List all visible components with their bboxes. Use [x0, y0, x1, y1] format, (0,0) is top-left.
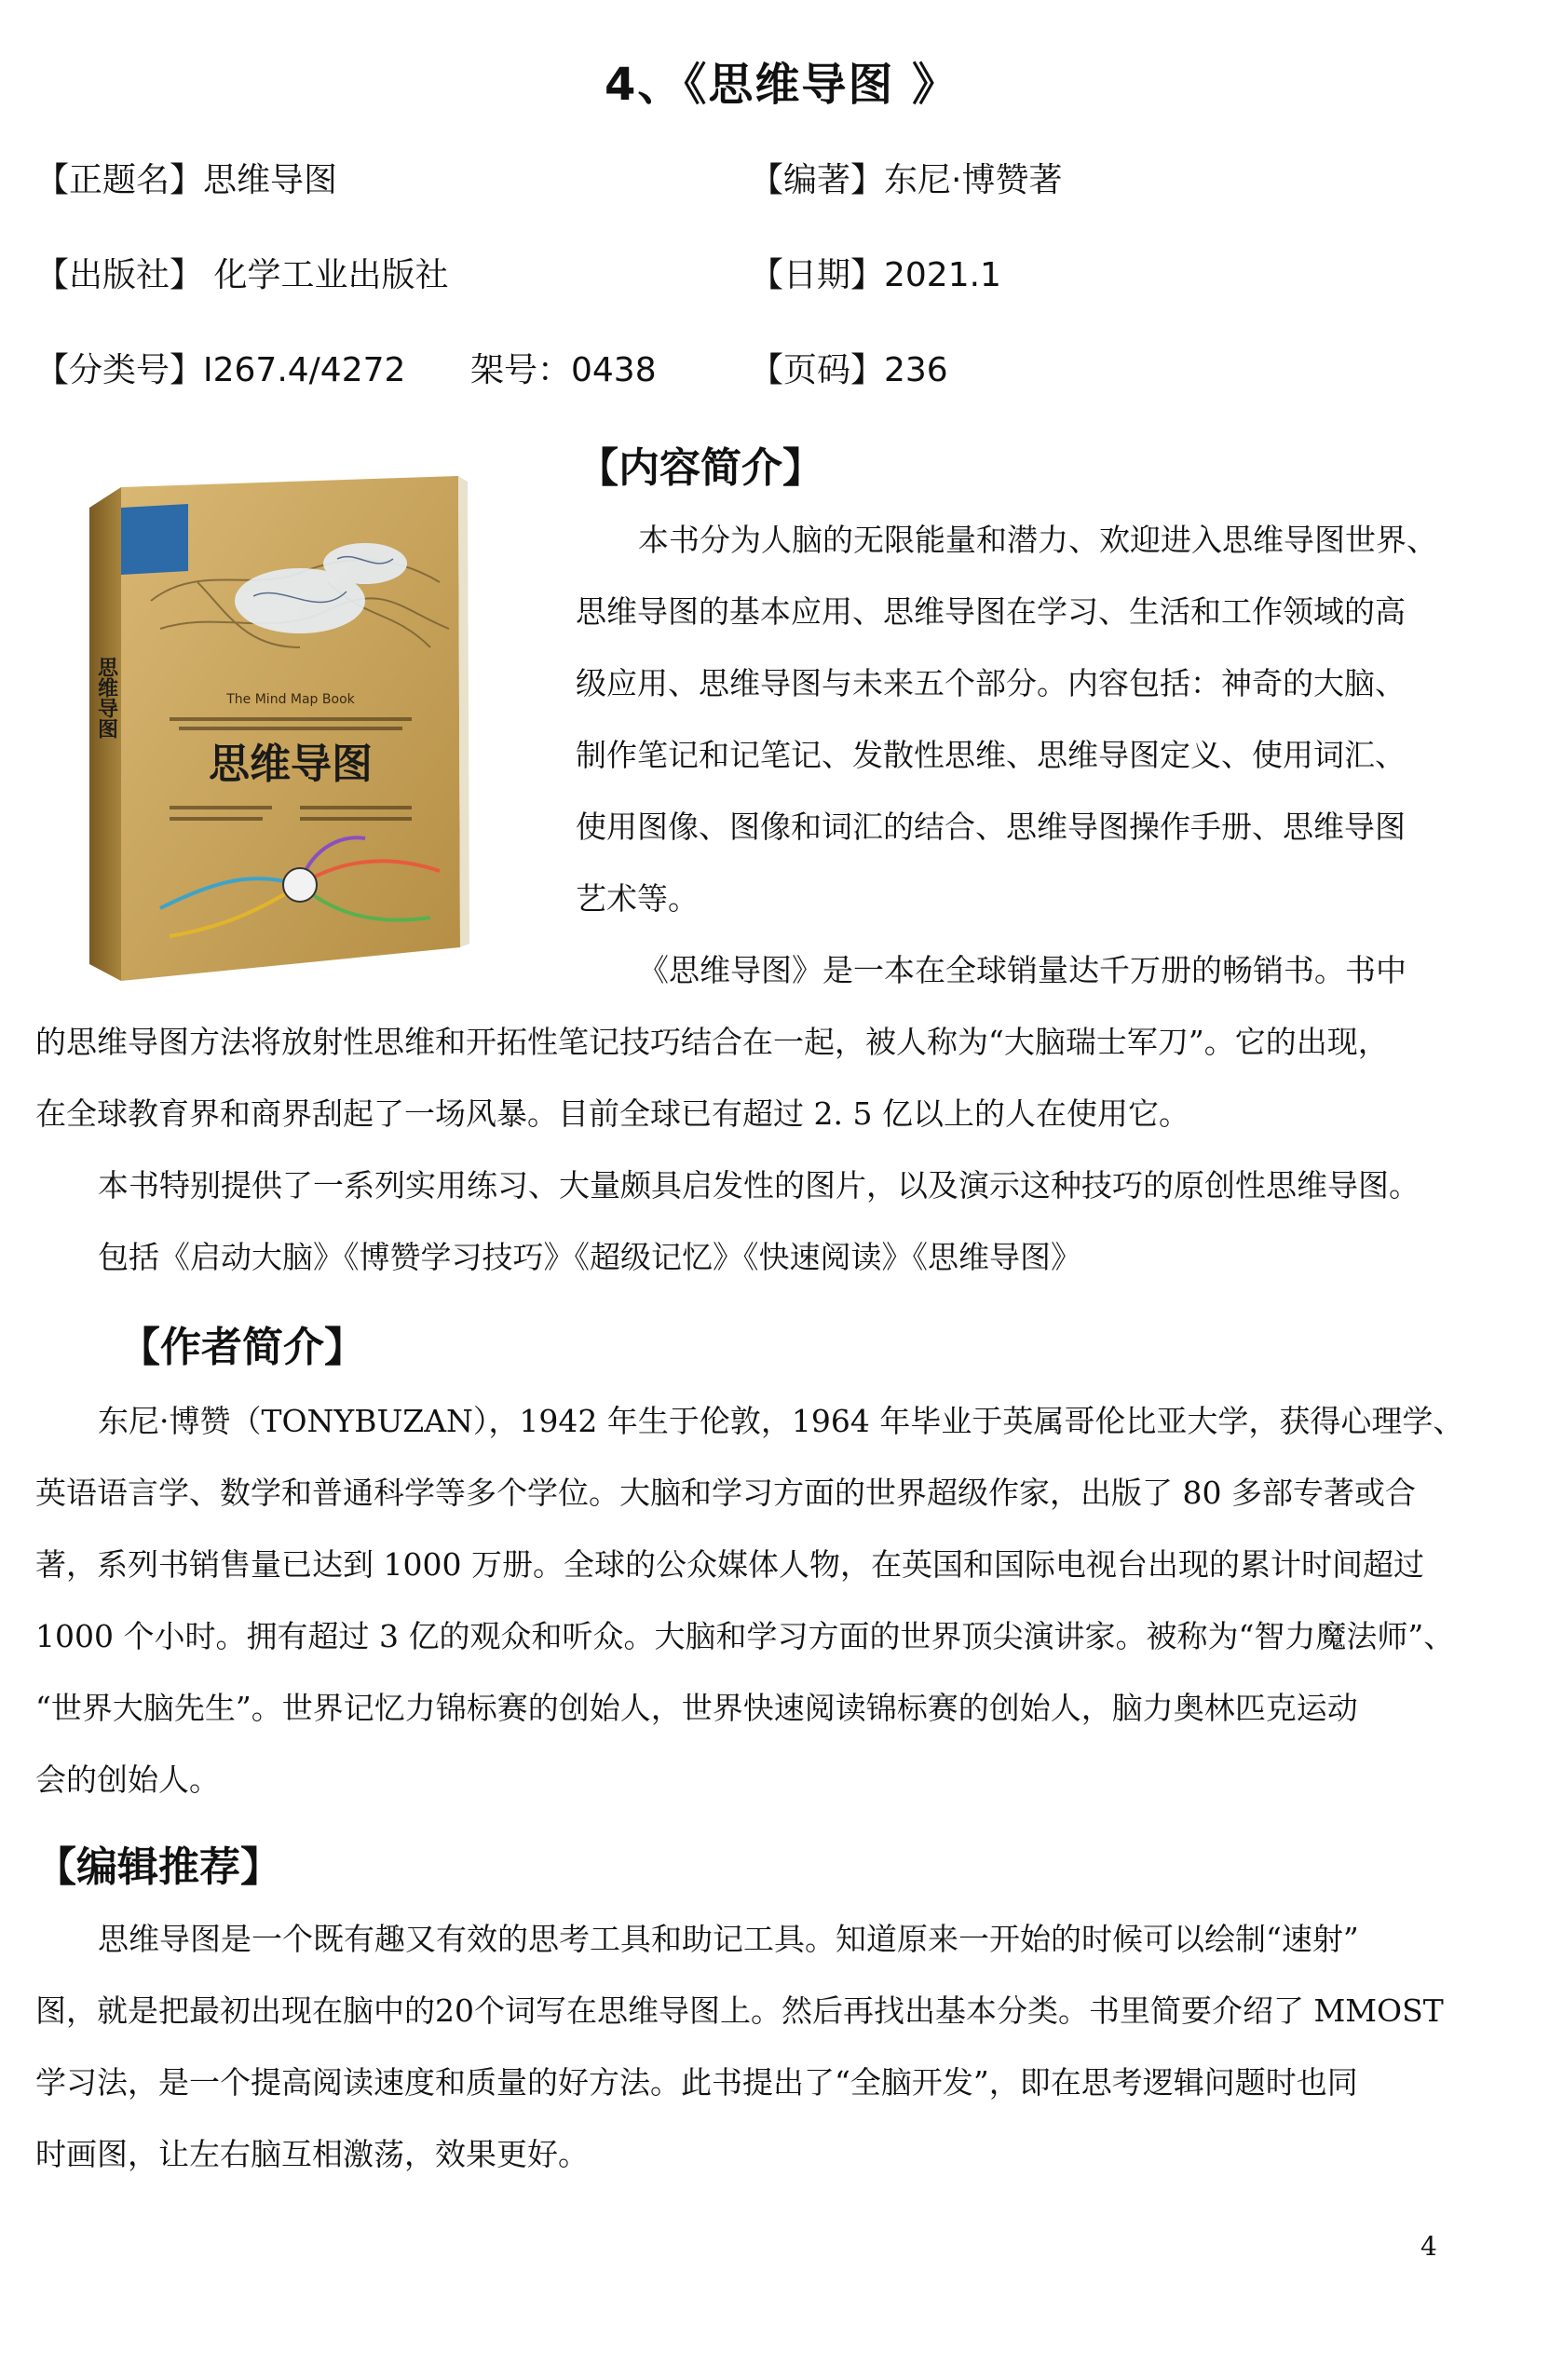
editor-line: 图，就是把最初出现在脑中的20个词写在思维导图上。然后再找出基本分类。书里简要介绍了 MMOST	[35, 1992, 1444, 2029]
content-line: 《思维导图》是一本在全球销量达千万册的畅销书。书中	[638, 952, 1407, 988]
editor-line: 学习法，是一个提高阅读速度和质量的好方法。此书提出了“全脑开发”，即在思考逻辑问题时也同	[35, 2064, 1358, 2101]
author-line: 英语语言学、数学和普通科学等多个学位。大脑和学习方面的世界超级作家，出版了 80 多部专著或合	[35, 1475, 1416, 1511]
author-line: 东尼·博赞（TONYBUZAN），1942 年生于伦敦，1964 年毕业于英属哥伦比亚大学，获得心理学、	[98, 1403, 1464, 1439]
author-field: 【编著】东尼·博赞著	[750, 161, 1063, 199]
author-line: 著，系列书销售量已达到 1000 万册。全球的公众媒体人物，在英国和国际电视台出现的累计时间超过	[35, 1546, 1424, 1583]
cover-series-text: The Mind Map Book	[226, 692, 355, 707]
date-field: 【日期】2021.1	[750, 256, 1001, 294]
main-title-field: 【正题名】思维导图	[35, 161, 338, 199]
content-line: 艺术等。	[576, 880, 699, 917]
spine-title-text: 思维导图	[94, 657, 118, 739]
content-line: 级应用、思维导图与未来五个部分。内容包括：神奇的大脑、	[576, 665, 1406, 701]
book-cover-image	[86, 470, 477, 987]
content-line: 本书分为人脑的无限能量和潜力、欢迎进入思维导图世界、	[638, 522, 1437, 558]
content-line: 制作笔记和记笔记、发散性思维、思维导图定义、使用词汇、	[576, 737, 1406, 773]
pages-field: 【页码】236	[750, 351, 948, 389]
page-number: 4	[1420, 2231, 1437, 2262]
author-line: “世界大脑先生”。世界记忆力锦标赛的创始人，世界快速阅读锦标赛的创始人，脑力奥林匹克运动	[35, 1690, 1358, 1726]
author-intro-heading: 【作者简介】	[119, 1324, 365, 1371]
editor-line: 时画图，让左右脑互相激荡，效果更好。	[35, 2136, 589, 2172]
cover-title-text: 思维导图	[209, 741, 373, 788]
editor-recommend-heading: 【编辑推荐】	[35, 1843, 281, 1891]
content-line: 思维导图的基本应用、思维导图在学习、生活和工作领域的高	[576, 593, 1406, 630]
content-line: 使用图像、图像和词汇的结合、思维导图操作手册、思维导图	[576, 809, 1406, 845]
author-line: 会的创始人。	[35, 1761, 220, 1798]
content-line: 在全球教育界和商界刮起了一场风暴。目前全球已有超过 2. 5 亿以上的人在使用它。	[35, 1095, 1189, 1132]
content-summary-heading: 【内容简介】	[578, 444, 823, 492]
shelf-number-field: 架号：0438	[470, 351, 657, 389]
editor-line: 思维导图是一个既有趣又有效的思考工具和助记工具。知道原来一开始的时候可以绘制“速射”	[98, 1921, 1359, 1957]
page-title: 4、《思维导图 》	[604, 59, 959, 111]
content-line: 的思维导图方法将放射性思维和开拓性笔记技巧结合在一起，被人称为“大脑瑞士军刀”。它的出现，	[35, 1024, 1389, 1060]
publisher-field: 【出版社】 化学工业出版社	[35, 256, 449, 294]
content-line: 包括《启动大脑》《博赞学习技巧》《超级记忆》《快速阅读》《思维导图》	[98, 1239, 1081, 1275]
author-line: 1000 个小时。拥有超过 3 亿的观众和听众。大脑和学习方面的世界顶尖演讲家。被称为“智力魔法师”、	[35, 1618, 1455, 1654]
content-line: 本书特别提供了一系列实用练习、大量颇具启发性的图片，以及演示这种技巧的原创性思维导图。	[98, 1167, 1420, 1204]
class-number-field: 【分类号】I267.4/4272	[35, 351, 406, 389]
